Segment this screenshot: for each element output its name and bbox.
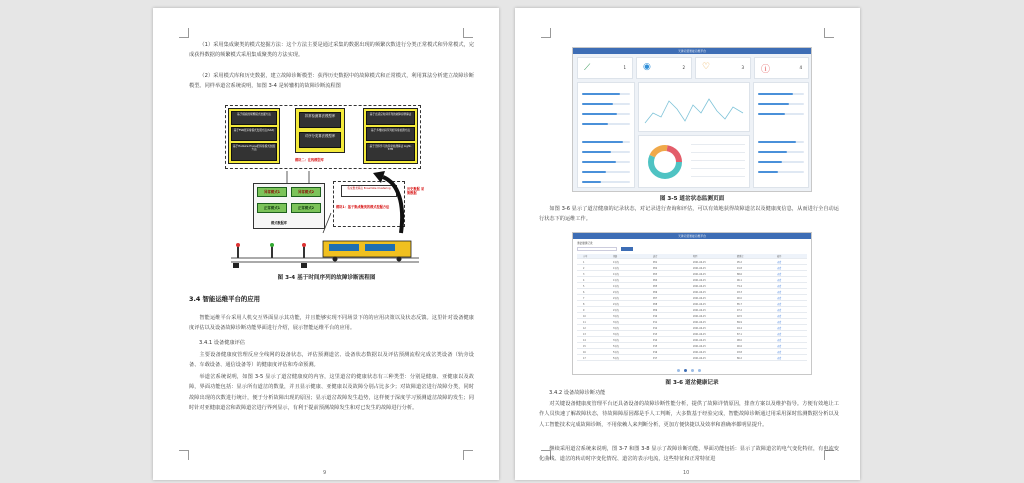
table-cell: 1号线	[613, 279, 619, 282]
crop-mark	[824, 28, 834, 38]
view-link[interactable]: 查看	[777, 309, 782, 312]
figure-caption: 图 3-6 道岔健康记录	[665, 380, 719, 386]
paragraph: （1）采用集成聚类的模式挖掘方法：这个方法主要是通过采集的数据出现的频繁次数进行分类正常模式和异常模式，完成获得数据的频繁模式采用集成聚类的方法实现。	[189, 42, 474, 59]
view-link[interactable]: 查看	[777, 339, 782, 342]
crop-mark	[541, 28, 551, 38]
table-cell: 1号线	[613, 261, 619, 264]
table-cell: 93.3	[737, 291, 742, 294]
progress-bar	[758, 93, 804, 95]
section-heading: 3.4 智能运维平台的应用	[189, 295, 261, 303]
table-cell: 91.8	[737, 267, 742, 270]
table-cell: P07	[653, 297, 658, 300]
page-number: 9	[323, 470, 327, 476]
progress-bar	[758, 141, 804, 143]
table-row	[577, 290, 807, 295]
table-cell: 96.1	[737, 279, 742, 282]
health-list-panel	[577, 82, 635, 188]
column-header: 道岔	[653, 255, 658, 258]
table-cell: 2021-04-15	[693, 315, 706, 318]
table-cell: 2021-04-15	[693, 291, 706, 294]
table-row	[577, 350, 807, 355]
view-link[interactable]: 查看	[777, 273, 782, 276]
table-row	[577, 272, 807, 277]
search-button[interactable]	[621, 247, 633, 251]
table-cell: 2	[583, 267, 585, 270]
view-link[interactable]: 查看	[777, 315, 782, 318]
table-cell: 2021-04-15	[693, 285, 706, 288]
table-cell: 2021-04-15	[693, 267, 706, 270]
paragraph: （2）采用模式库和历史数据，建立故障诊断模型：获得历史数据中的故障模式和正常模式，利用算法分析建立故障诊断模型。同样举道岔系统说明，如图 3-4 是转辙机的故障诊断流程图	[189, 73, 474, 90]
page-9	[153, 8, 499, 480]
table-cell: 5号线	[613, 345, 619, 348]
table-cell: P02	[653, 267, 658, 270]
switch-icon: ⟋	[584, 63, 591, 73]
table-cell: 3号线	[613, 327, 619, 330]
table-cell: P14	[653, 339, 658, 342]
table-cell: P04	[653, 279, 658, 282]
table-cell: 85.7	[737, 303, 742, 306]
view-link[interactable]: 查看	[777, 333, 782, 336]
figure-3-4	[223, 103, 428, 273]
table-cell: 92.5	[737, 315, 742, 318]
table-cell: 6	[583, 291, 585, 294]
view-link[interactable]: 查看	[777, 345, 782, 348]
view-link[interactable]: 查看	[777, 279, 782, 282]
donut-chart	[645, 142, 685, 182]
column-header: 序号	[583, 255, 588, 258]
progress-bar	[758, 171, 804, 173]
table-cell: 2021-04-15	[693, 357, 706, 360]
stat-card	[636, 57, 692, 79]
table-cell: 11	[583, 321, 586, 324]
table-cell: 88.6	[737, 273, 742, 276]
panel-title: 道岔健康记录	[577, 242, 593, 245]
table-row	[577, 260, 807, 265]
table-cell: 79.4	[737, 285, 742, 288]
search-input[interactable]	[577, 247, 617, 251]
table-cell: 2号线	[613, 303, 619, 306]
algorithm-box: 异常检测算法模型库	[299, 112, 341, 128]
table-cell: P06	[653, 291, 658, 294]
table-row	[577, 356, 807, 361]
table-cell: 3号线	[613, 339, 619, 342]
table-cell: 1号线	[613, 273, 619, 276]
table-cell: P12	[653, 327, 658, 330]
table-cell: P17	[653, 357, 658, 360]
crop-mark	[463, 450, 473, 460]
table-row	[577, 296, 807, 301]
table-row	[577, 278, 807, 283]
history-label: 历史数据 采集数据	[407, 187, 425, 195]
view-link[interactable]: 查看	[777, 357, 782, 360]
table-cell: 3	[583, 273, 585, 276]
table-cell: 2021-04-15	[693, 321, 706, 324]
table-cell: 2021-04-15	[693, 279, 706, 282]
table-cell: 4	[583, 279, 585, 282]
table-cell: 89.9	[737, 321, 742, 324]
table-cell: 2021-04-15	[693, 273, 706, 276]
table-row	[577, 344, 807, 349]
paragraph: 对关键设备健康度管理平台还具备设备的故障诊断性能分析，提供了故障详情原因，排查方案以及维护指导。方便有效地让工作人员快速了解故障状态，待故障障原因都是手人工判断，大多数基于经验完成，智能故障诊断通过用采用深时监测数据分析以及人工智能技术完成故障诊断，不用依赖人来判断分析，更加方便快捷以及效率和准确率都明显提升。	[539, 401, 839, 428]
progress-bar	[582, 113, 630, 115]
stat-card	[754, 57, 809, 79]
algorithm-box: 基于FSK的异常模式发现方法(SAX)	[231, 127, 277, 141]
table-cell: P05	[653, 285, 658, 288]
table-row	[577, 266, 807, 271]
progress-bar	[582, 181, 630, 183]
table-cell: 16	[583, 351, 586, 354]
table-cell: 94.4	[737, 327, 742, 330]
switch-list-panel	[753, 82, 809, 188]
app-title-bar: 天津运营智能运维平台	[573, 48, 811, 54]
table-cell: 95.2	[737, 261, 742, 264]
table-row	[577, 320, 807, 325]
normal-mode: 正常模式2	[291, 203, 321, 213]
trend-line-chart	[639, 83, 751, 133]
trend-chart-panel	[638, 82, 750, 132]
subsection-heading: 3.4.2 设备故障诊断功能	[549, 390, 606, 396]
view-link[interactable]: 查看	[777, 291, 782, 294]
crop-mark	[463, 28, 473, 38]
paragraph: 举道岔系统说明，如图 3-5 显示了道岔健康度的内容，这里道岔的健康状态有三种类型：分别是健康、亚健康以及故障，界面功能包括：显示所有道岔的数量，并且显示健康、亚健康以及故障分别占比多少；对故障道岔进行故障分类，同时故障出现的次数进行统计，便于分析故障出现的原因；显示道岔故障发生趋势，这样便于深度学习预测道岔故障的发生；同时针对亚健康道岔和故障道岔进行界列显示，有利于提前预测故障发生和对已发生的故障进行分析。	[189, 374, 474, 412]
fault-mode: 异常模式2	[291, 187, 321, 197]
view-link[interactable]: 查看	[777, 327, 782, 330]
progress-bar	[582, 151, 630, 153]
table-cell: 2021-04-15	[693, 339, 706, 342]
table-row	[577, 332, 807, 337]
fault-distribution-panel	[638, 135, 750, 188]
table-cell: 3号线	[613, 333, 619, 336]
table-cell: 10	[583, 315, 586, 318]
table-cell: 12	[583, 327, 586, 330]
table-cell: 98.0	[737, 339, 742, 342]
algorithm-box: 基于模板的频繁模式挖掘方法	[231, 111, 277, 125]
table-cell: 2021-04-15	[693, 303, 706, 306]
crop-mark	[179, 450, 189, 460]
table-cell: 86.2	[737, 357, 742, 360]
table-cell: 7	[583, 297, 585, 300]
table-cell: 90.0	[737, 297, 742, 300]
app-title-bar: 天津运营智能运维平台	[573, 233, 811, 239]
table-cell: 3号线	[613, 321, 619, 324]
table-cell: P16	[653, 351, 658, 354]
table-cell: 2号线	[613, 291, 619, 294]
table-cell: 97.2	[737, 309, 742, 312]
table-cell: 2号线	[613, 309, 619, 312]
algorithm-box: 对序分类算法模型库	[299, 132, 341, 148]
algorithm-box: 基于自适应时间序列的故障诊断算法	[366, 111, 415, 125]
page-number: 10	[683, 470, 690, 476]
table-cell: 1	[583, 261, 585, 264]
table-cell: 9	[583, 309, 585, 312]
normal-mode: 正常模式1	[257, 203, 287, 213]
ensemble-box: 集成聚类算法 Ensemble Clustering	[341, 185, 397, 197]
table-cell: 90.6	[737, 345, 742, 348]
stat-value: 1	[623, 65, 626, 70]
progress-bar	[582, 93, 630, 95]
table-cell: 5号线	[613, 357, 619, 360]
table-cell: P03	[653, 273, 658, 276]
table-cell: 1号线	[613, 267, 619, 270]
table-cell: 8	[583, 303, 585, 306]
table-row	[577, 302, 807, 307]
table-cell: 5	[583, 285, 585, 288]
table-cell: 2021-04-15	[693, 345, 706, 348]
table-cell: 1号线	[613, 285, 619, 288]
view-link[interactable]: 查看	[777, 351, 782, 354]
pagination[interactable]	[677, 369, 709, 372]
stat-value: 3	[741, 65, 744, 70]
stat-value: 2	[682, 65, 685, 70]
table-cell: 2号线	[613, 297, 619, 300]
paragraph: 主要设备健康度管理反应全线网的设备状态，评估预测道岔、设备状态数据以及评估预测流程完成岔类设备（轨旁设备、车载设备、通信设备等）的健康度评估和寿命预测。	[189, 352, 474, 369]
progress-bar	[582, 161, 630, 163]
table-row	[577, 284, 807, 289]
column-header: 操作	[777, 255, 782, 258]
table-cell: 2021-04-15	[693, 261, 706, 264]
table-cell: 5号线	[613, 351, 619, 354]
table-cell: 13	[583, 333, 586, 336]
module-label: 模块1：基于集成聚类的模式挖掘方法	[336, 205, 390, 209]
table-cell: P13	[653, 333, 658, 336]
pattern-db-label: 模式数据库	[271, 221, 287, 225]
table-row	[577, 326, 807, 331]
progress-bar	[582, 123, 630, 125]
check-circle-icon: ◉	[643, 62, 651, 72]
table-cell: 3号线	[613, 315, 619, 318]
table-cell: 15	[583, 345, 586, 348]
crop-mark	[179, 28, 189, 38]
heartbeat-icon: ♡	[702, 62, 711, 72]
algorithm-box: 基于Hudsice Prune的异常模式挖掘方法	[231, 143, 277, 161]
table-cell: 93.8	[737, 351, 742, 354]
table-cell: 2021-04-15	[693, 297, 706, 300]
subsection-heading: 3.4.1 设备健康评估	[199, 340, 245, 346]
column-header: 线路	[613, 255, 618, 258]
page-10	[515, 8, 860, 480]
progress-bar	[582, 103, 630, 105]
stat-value: 4	[799, 65, 802, 70]
table-cell: P09	[653, 309, 658, 312]
progress-bar	[758, 103, 804, 105]
view-link[interactable]: 查看	[777, 267, 782, 270]
table-cell: 2021-04-15	[693, 333, 706, 336]
paragraph: 如图 3-6 显示了道岔健康的记录状态，对记录进行查询和评估，可以有效地获得故障道岔以及健康度信息，从而进行全自动运行状态下的运维工作。	[539, 206, 839, 223]
algorithm-box: 基于迁移学习的异常检测算法 Light-STM	[366, 143, 415, 161]
table-cell: P10	[653, 315, 658, 318]
table-cell: P15	[653, 345, 658, 348]
view-link[interactable]: 查看	[777, 321, 782, 324]
algorithm-box: 基于多维时间序列的异常检测方法	[366, 127, 415, 141]
view-link[interactable]: 查看	[777, 303, 782, 306]
paragraph: 智能运维平台采用人机交互界面显示其功能，并且能够实现不同场景下的的应用决策以及状态反馈。这里针对设备健康度评估以及设备故障诊断功能界面进行介绍，展示智能运维平台的应用。	[189, 315, 474, 332]
alert-icon: ⓘ	[761, 65, 771, 75]
module-label: 模块二：在线模型库	[295, 158, 324, 162]
paragraph: 继续采用道岔系统来说明，图 3-7 和图 3-8 显示了故障诊断功能，界面功能包括：显示了故障道岔的电气变化特征，有电流变化曲线、道岔的转动时序变化情况、道岔的表示电流，这些特征和正常特征进	[539, 446, 839, 463]
progress-bar	[758, 113, 804, 115]
progress-bar	[582, 171, 630, 173]
table-row	[577, 314, 807, 319]
table-cell: 87.1	[737, 333, 742, 336]
table-header	[577, 254, 807, 259]
stat-card	[577, 57, 633, 79]
stat-card	[695, 57, 751, 79]
table-cell: P08	[653, 303, 658, 306]
fault-mode: 异常模式1	[257, 187, 287, 197]
figure-3-5-screenshot	[572, 47, 812, 192]
progress-bar	[758, 161, 804, 163]
table-cell: 14	[583, 339, 586, 342]
train-track-illustration	[223, 163, 428, 273]
table-cell: P01	[653, 261, 658, 264]
figure-caption: 图 3-5 道岔状态监测页面	[659, 196, 725, 202]
figure-3-6-screenshot	[572, 232, 812, 375]
table-cell: 2021-04-15	[693, 351, 706, 354]
view-link[interactable]: 查看	[777, 285, 782, 288]
progress-bar	[582, 141, 630, 143]
view-link[interactable]: 查看	[777, 297, 782, 300]
table-row	[577, 308, 807, 313]
view-link[interactable]: 查看	[777, 261, 782, 264]
table-cell: P11	[653, 321, 658, 324]
column-header: 健康度	[737, 255, 744, 258]
table-cell: 2021-04-15	[693, 309, 706, 312]
table-row	[577, 338, 807, 343]
table-cell: 17	[583, 357, 586, 360]
column-header: 时间	[693, 255, 698, 258]
table-cell: 2021-04-15	[693, 327, 706, 330]
progress-bar	[758, 151, 804, 153]
figure-caption: 图 3-4 基于时间序列的故障诊断流程图	[277, 275, 376, 281]
